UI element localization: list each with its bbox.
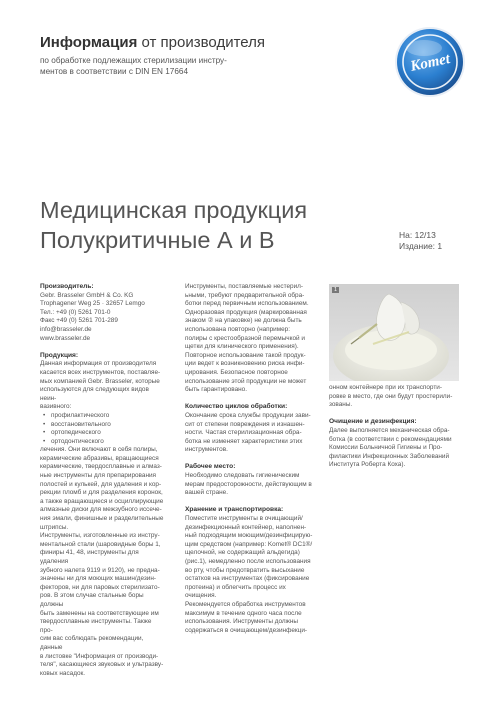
cleaning-text: Далее выполняется механическая обра- ботка (в соответствии с рекомендациями Комиссии Больничной Гигиены и Про- филактики Инфекционных Заболеваний Института Роберта Коха). — [329, 426, 452, 469]
list-item: • профилактического — [40, 412, 165, 421]
workplace-heading: Рабочее место: — [185, 463, 236, 471]
list-item: • ортопедического — [40, 429, 165, 438]
workplace-text: Необходимо следовать гигиеническим мерам предосторожности, действующим в вашей стране. — [185, 472, 312, 497]
column-2 — [185, 283, 315, 635]
manufacturer-heading: Производитель: — [40, 283, 94, 290]
edition-date: На: 12/13 — [399, 230, 436, 240]
photo-number: 1 — [334, 287, 338, 293]
komet-logo — [394, 26, 466, 98]
header-title-bold: Информация — [40, 34, 138, 51]
storage-text: Поместите инструменты в очищающий/ дезинфекционный контейнер, наполнен- ный подходящим моющим/дезинфицирую- щим средством (например: Komet® DC1®/ щелочной, не содержащий альдегида) (рис.1), немедленно после использования во рту, чтобы предотвратить высыхание остатков на инструментах (фиксирование протеина) и облегчить процесс их очищения. Рекомендуется обработка инструментов максимум в течение одного часа после использования. Инструменты должны содержаться в очищающем/дезинфекци- — [185, 515, 313, 634]
products-list — [40, 412, 165, 446]
cycles-text: Окончание срока службы продукции зави- сит от степени повреждения и изнашен- ности. Частая стерилизационная обра- ботка не изменяет характеристики этих инструментов. — [185, 411, 311, 454]
header-subtitle: по обработке подлежащих стерилизации инстру- ментов в соответствии с DIN EN 17664 — [40, 56, 227, 76]
list-item: • восстановительного — [40, 421, 165, 430]
storage-heading: Хранение и транспортировка: — [185, 506, 284, 514]
edition-info — [399, 230, 459, 252]
header-title — [40, 34, 370, 52]
products-text: лечения. Они включают в себя полиры, керамические абразивы, вращающиеся керамические, твердосплавные и алмаз- ные инструменты для препарирования полостей и кулькей, для удаления и кор- рекции пломб и для разделения коронок, а также вращающиеся и осциллирующие алмазные диски для межзубного иссече- ния эмали, финишные и разделительные штрипсы. Инструменты, изготовленные из инстру- ментальной стали (шаровидные боры 1, финиры 41, 48, инструменты для удаления зубного налета 9119 и 9120), не предна- значены ни для моющих машин/дезин- фекторов, ни для паровых стерилизато- ров. В этом случае стальные боры должны быть заменены на соответствующие им твердосплавные инструменты. Также про- сим вас соблюдать рекомендации, данные в листовке "Информация от производи- теля", касающиеся звуковых и ультразву- ковых насадок. — [40, 446, 164, 677]
cleaning-heading: Очищение и дезинфекция: — [329, 418, 417, 426]
page-title-line1: Медицинская продукция — [40, 197, 308, 223]
edition-number: Издание: 1 — [399, 241, 443, 251]
products-heading: Продукция: — [40, 351, 79, 359]
cycles-heading: Количество циклов обработки: — [185, 403, 288, 411]
document-header — [40, 34, 370, 77]
intro-text: Инструменты, поставляемые нестерил- ьными, требуют предварительной обра- ботки перед первичным использованием. Одноразовая продукция (маркированная знаком ② на упаковке) не должна быть использована повторно (например: полиры с крестообразной перемычкой и щетки для клинического применения). Повторное использование такой продук- ции ведет к возникновению риска инфи- цирования. Безопасное повторное использование этой продукции не может быть гарантировано. — [185, 283, 309, 394]
photo-illustration — [329, 284, 459, 381]
continued-text: онном контейнере при их транспорти- ровке в место, где они будут простерили- зованы. — [329, 384, 453, 409]
products-intro: Данная информация от производителя касается всех инструментов, поставляе- мых компанией Gebr. Brasseler, которые используются для следующих видов неин- вазивного: — [40, 360, 161, 411]
column-3 — [329, 384, 459, 470]
header-title-rest: от производителя — [137, 34, 265, 51]
page-title — [40, 195, 307, 255]
page-title-line2: Полукритичные А и В — [40, 227, 275, 253]
instrument-photo — [329, 284, 459, 381]
manufacturer-text: Gebr. Brasseler GmbH & Co. KG Trophagener Weg 25 · 32657 Lemgo Тел.: +49 (0) 5261 701-0 Факс +49 (0) 5261 701-289 info@brasseler.de www.brasseler.de — [40, 291, 145, 342]
list-item: • ортодонтического — [40, 438, 165, 447]
logo-text: Komet — [408, 50, 452, 75]
column-1 — [40, 283, 165, 678]
